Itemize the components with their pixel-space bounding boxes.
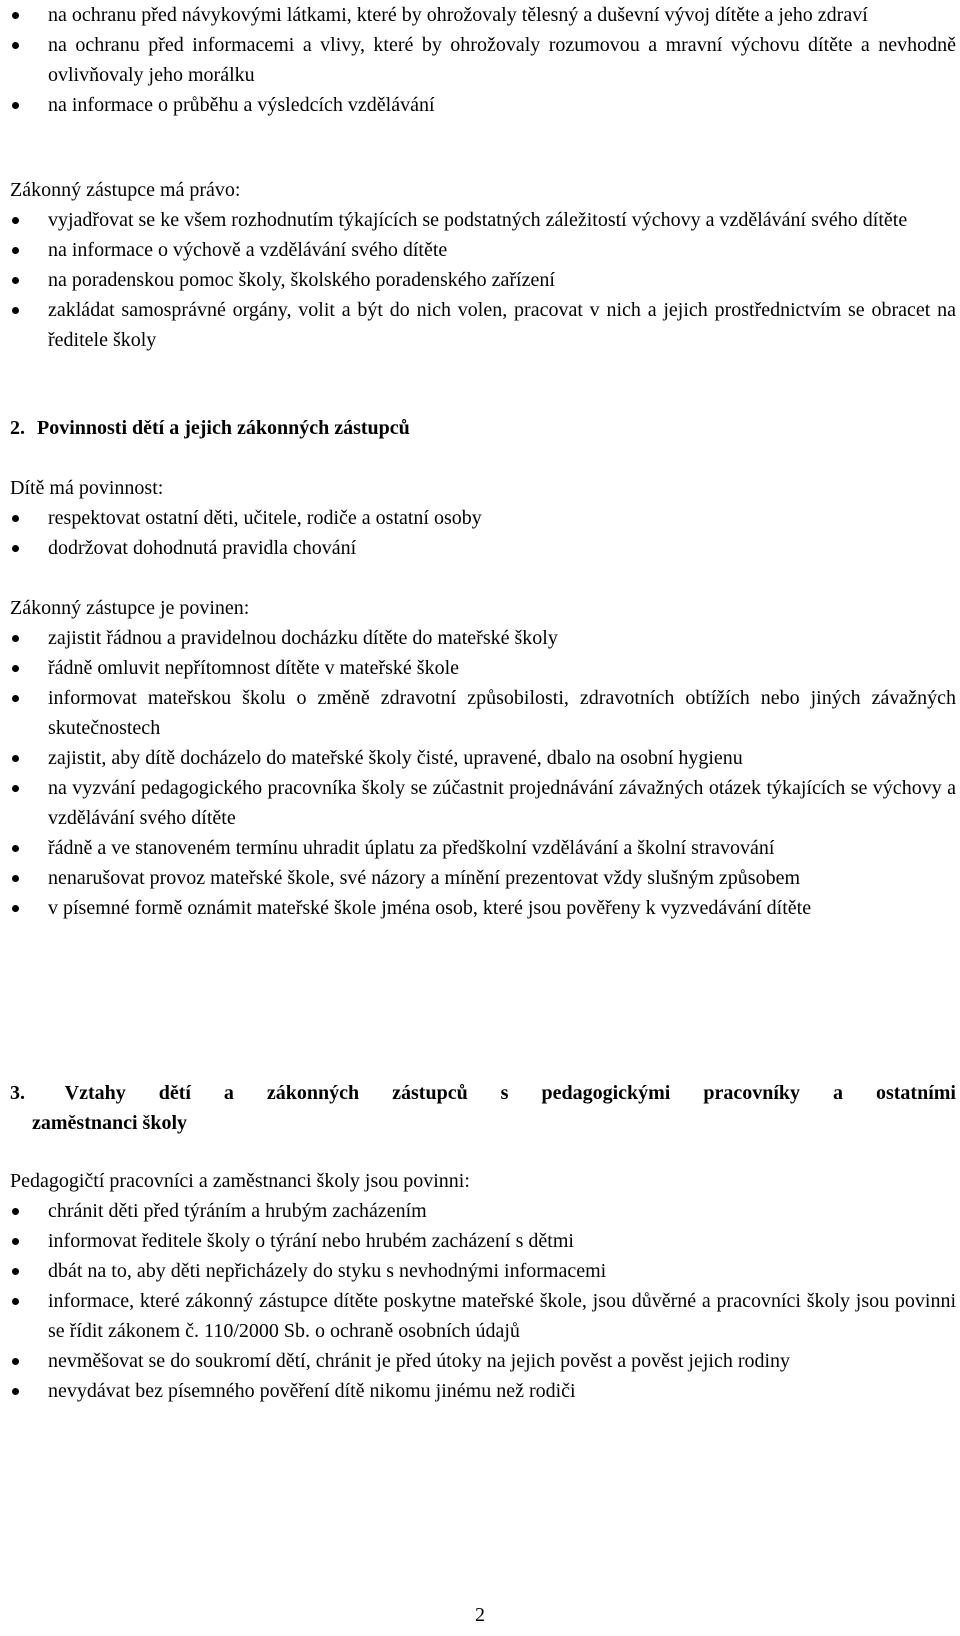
section-2-heading xyxy=(10,413,956,443)
section-3-heading xyxy=(10,1078,956,1108)
section-title: Povinnosti dětí a jejich zákonných zástupců xyxy=(37,417,410,439)
staff-duties-list xyxy=(10,1196,956,1406)
list-item: zajistit, aby dítě docházelo do mateřské školy čisté, upravené, dbalo na osobní hygienu xyxy=(10,743,956,773)
list-item: na informace o výchově a vzdělávání svého dítěte xyxy=(10,235,956,265)
list-item: zakládat samosprávné orgány, volit a být do nich volen, pracovat v nich a jejich prostřednictvím se obracet na ředitele školy xyxy=(10,295,956,355)
rights-bullet-list xyxy=(10,205,956,355)
list-item: respektovat ostatní děti, učitele, rodiče a ostatní osoby xyxy=(10,503,956,533)
list-item: v písemné formě oznámit mateřské škole jména osob, které jsou pověřeny k vyzvedávání dítěte xyxy=(10,893,956,923)
list-item: řádně a ve stanoveném termínu uhradit úplatu za předškolní vzdělávání a školní stravování xyxy=(10,833,956,863)
list-item: informovat ředitele školy o týrání nebo hrubém zacházení s dětmi xyxy=(10,1226,956,1256)
staff-duties-heading: Pedagogičtí pracovníci a zaměstnanci školy jsou povinni: xyxy=(10,1170,470,1192)
list-item: na informace o průběhu a výsledcích vzdělávání xyxy=(10,90,956,120)
rights-heading: Zákonný zástupce má právo: xyxy=(10,179,241,201)
list-item: chránit děti před týráním a hrubým zacházením xyxy=(10,1196,956,1226)
list-item: nevměšovat se do soukromí dětí, chránit je před útoky na jejich pověst a pověst jejich rodiny xyxy=(10,1346,956,1376)
section-number: 3. xyxy=(10,1082,25,1104)
list-item: informovat mateřskou školu o změně zdravotní způsobilosti, zdravotních obtížích nebo jiných závažných skutečnostech xyxy=(10,683,956,743)
list-item: dodržovat dohodnutá pravidla chování xyxy=(10,533,956,563)
guardian-duties-heading: Zákonný zástupce je povinen: xyxy=(10,597,250,619)
list-item: na ochranu před informacemi a vlivy, které by ohrožovaly rozumovou a mravní výchovu dítěte a nevhodně ovlivňovaly jeho morálku xyxy=(10,30,956,90)
intro-bullet-list xyxy=(10,0,956,120)
list-item: informace, které zákonný zástupce dítěte poskytne mateřské škole, jsou důvěrné a pracovníci školy jsou povinni se řídit zákonem č. 110/2000 Sb. o ochraně osobních údajů xyxy=(10,1286,956,1346)
section-number: 2. xyxy=(10,417,25,439)
list-item: zajistit řádnou a pravidelnou docházku dítěte do mateřské školy xyxy=(10,623,956,653)
child-duties-heading: Dítě má povinnost: xyxy=(10,477,164,499)
list-item: řádně omluvit nepřítomnost dítěte v mateřské škole xyxy=(10,653,956,683)
list-item: na ochranu před návykovými látkami, které by ohrožovaly tělesný a duševní vývoj dítěte a jeho zdraví xyxy=(10,0,956,30)
list-item: nevydávat bez písemného pověření dítě nikomu jinému než rodiči xyxy=(10,1376,956,1406)
list-item: na vyzvání pedagogického pracovníka školy se zúčastnit projednávání závažných otázek týkajících se výchovy a vzdělávání svého dítěte xyxy=(10,773,956,833)
section-title-line-2: zaměstnanci školy xyxy=(32,1112,187,1134)
section-title-line-1: Vztahy dětí a zákonných zástupců s pedagogickými pracovníky a ostatními xyxy=(64,1082,956,1104)
child-duties-list xyxy=(10,503,956,563)
page-number: 2 xyxy=(475,1604,485,1626)
list-item: na poradenskou pomoc školy, školského poradenského zařízení xyxy=(10,265,956,295)
list-item: dbát na to, aby děti nepřicházely do styku s nevhodnými informacemi xyxy=(10,1256,956,1286)
list-item: vyjadřovat se ke všem rozhodnutím týkajících se podstatných záležitostí výchovy a vzdělávání svého dítěte xyxy=(10,205,956,235)
list-item: nenarušovat provoz mateřské škole, své názory a mínění prezentovat vždy slušným způsobem xyxy=(10,863,956,893)
guardian-duties-list xyxy=(10,623,956,923)
